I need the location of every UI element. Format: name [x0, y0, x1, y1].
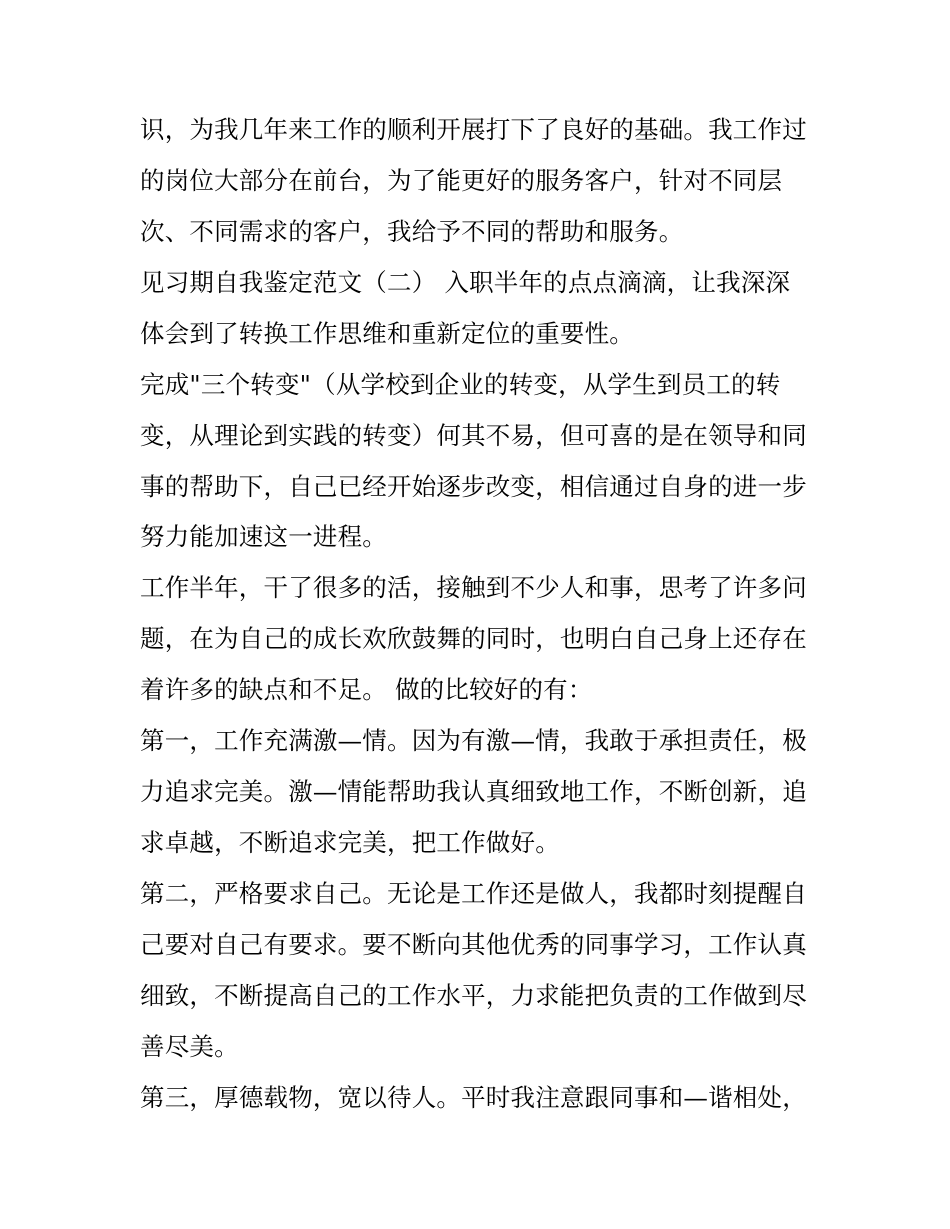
text-line: 次、不同需求的客户，我给予不同的帮助和服务。: [140, 217, 684, 246]
text-line: 努力能加速这一进程。: [140, 522, 387, 551]
section-heading-line: 见习期自我鉴定范文（二） 入职半年的点点滴滴，让我深深: [140, 268, 791, 297]
text-line: 事的帮助下，自己已经开始逐步改变，相信通过自身的进一步: [140, 472, 807, 501]
text-line: 求卓越，不断追求完美，把工作做好。: [140, 828, 560, 857]
text-line: 体会到了转换工作思维和重新定位的重要性。: [140, 319, 634, 348]
text-line: 善尽美。: [140, 1032, 239, 1061]
text-line: 着许多的缺点和不足。 做的比较好的有：: [140, 675, 593, 704]
text-line: 己要对自己有要求。要不断向其他优秀的同事学习，工作认真: [140, 930, 807, 959]
text-line: 变，从理论到实践的转变）何其不易，但可喜的是在领导和同: [140, 421, 807, 450]
text-line: 完成"三个转变"（从学校到企业的转变，从学生到员工的转: [140, 370, 781, 399]
text-line: 题，在为自己的成长欢欣鼓舞的同时，也明白自己身上还存在: [140, 624, 807, 653]
text-line: 第二，严格要求自己。无论是工作还是做人，我都时刻提醒自: [140, 879, 807, 908]
text-line: 工作半年，干了很多的活，接触到不少人和事，思考了许多问: [140, 573, 807, 602]
text-line: 第三，厚德载物，宽以待人。平时我注意跟同事和—谐相处，: [140, 1083, 807, 1112]
text-line: 细致，不断提高自己的工作水平，力求能把负责的工作做到尽: [140, 981, 807, 1010]
text-line: 力追求完美。激—情能帮助我认真细致地工作，不断创新，追: [140, 777, 807, 806]
text-line: 识，为我几年来工作的顺利开展打下了良好的基础。我工作过: [140, 115, 807, 144]
text-line: 第一，工作充满激—情。因为有激—情，我敢于承担责任，极: [140, 726, 807, 755]
text-line: 的岗位大部分在前台，为了能更好的服务客户，针对不同层: [140, 166, 783, 195]
